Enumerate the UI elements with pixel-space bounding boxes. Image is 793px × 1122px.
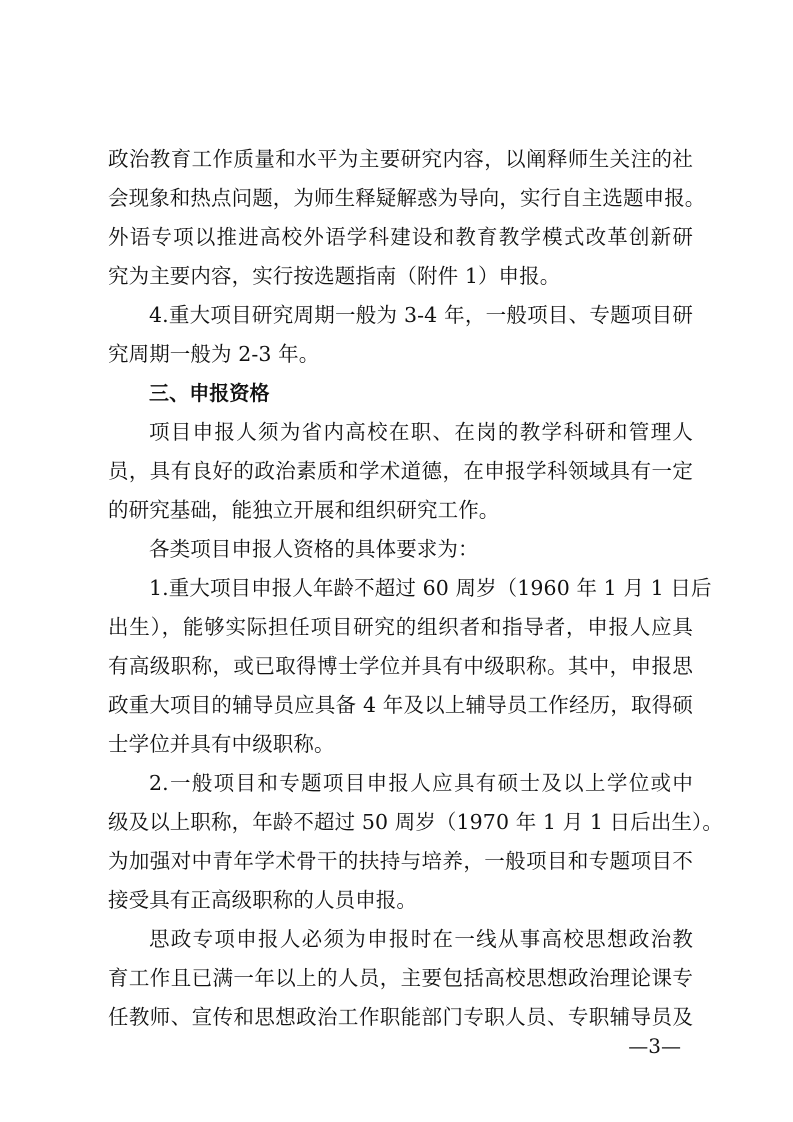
paragraph-line: 2.一般项目和专题项目申报人应具有硕士及以上学位或中 <box>149 771 693 795</box>
page-number: —3— <box>628 1034 681 1058</box>
paragraph-line: 有高级职称，或已取得博士学位并具有中级职称。其中，申报思 <box>108 654 693 678</box>
paragraph-line: 任教师、宣传和思想政治工作职能部门专职人员、专职辅导员及 <box>108 1005 693 1029</box>
paragraph-line: 级及以上职称，年龄不超过 50 周岁（1970 年 1 月 1 日后出生）。 <box>108 810 724 834</box>
paragraph-line: 项目申报人须为省内高校在职、在岗的教学科研和管理人 <box>149 420 693 444</box>
document-body <box>108 140 724 1037</box>
paragraph-line: 政治教育工作质量和水平为主要研究内容，以阐释师生关注的社 <box>108 147 693 171</box>
paragraph-line: 为加强对中青年学术骨干的扶持与培养，一般项目和专题项目不 <box>108 849 693 873</box>
paragraph-line: 究为主要内容，实行按选题指南（附件 1）申报。 <box>108 264 561 288</box>
paragraph-line: 的研究基础，能独立开展和组织研究工作。 <box>108 498 500 522</box>
paragraph-line: 1.重大项目申报人年龄不超过 60 周岁（1960 年 1 月 1 日后 <box>149 576 712 600</box>
paragraph-line: 各类项目申报人资格的具体要求为： <box>149 537 479 561</box>
paragraph-line: 会现象和热点问题，为师生释疑解惑为导向，实行自主选题申报。 <box>108 186 706 210</box>
paragraph-line: 政重大项目的辅导员应具备 4 年及以上辅导员工作经历，取得硕 <box>108 693 693 717</box>
paragraph-line: 育工作且已满一年以上的人员，主要包括高校思想政治理论课专 <box>108 966 693 990</box>
paragraph-line: 士学位并具有中级职称。 <box>108 732 335 756</box>
paragraph-line: 究周期一般为 2-3 年。 <box>108 342 320 366</box>
paragraph-line: 接受具有正高级职称的人员申报。 <box>108 888 417 912</box>
section-heading: 三、申报资格 <box>149 381 270 405</box>
paragraph-line: 4.重大项目研究周期一般为 3-4 年，一般项目、专题项目研 <box>149 303 693 327</box>
paragraph-line: 思政专项申报人必须为申报时在一线从事高校思想政治教 <box>149 927 693 951</box>
paragraph-line: 出生），能够实际担任项目研究的组织者和指导者，申报人应具 <box>108 615 693 639</box>
paragraph-line: 员，具有良好的政治素质和学术道德，在申报学科领域具有一定 <box>108 459 693 483</box>
paragraph-line: 外语专项以推进高校外语学科建设和教育教学模式改革创新研 <box>108 225 693 249</box>
